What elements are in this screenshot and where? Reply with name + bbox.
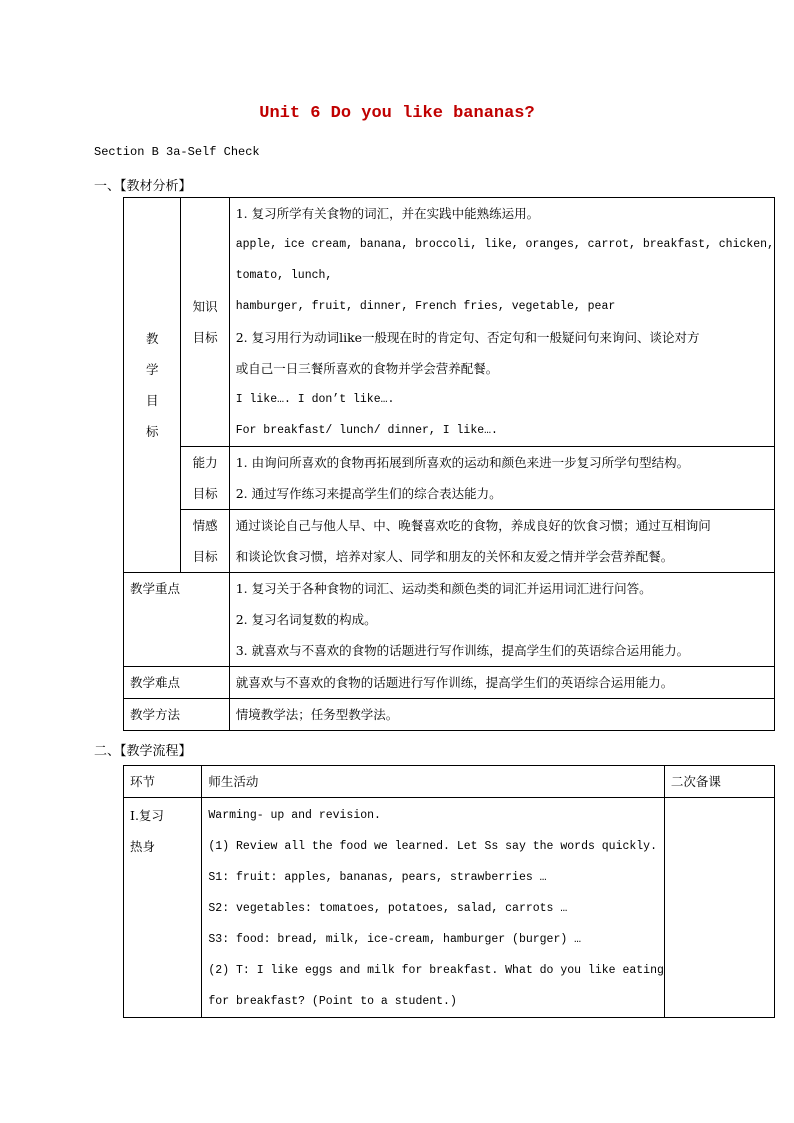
- key-point-line: 3. 就喜欢与不喜欢的食物的话题进行写作训练，提高学生们的英语综合运用能力。: [235, 643, 690, 658]
- key-point-line: 2. 复习名词复数的构成。: [235, 612, 377, 627]
- knowledge-line: hamburger, fruit, dinner, French fries, vegetable, pear: [235, 300, 616, 313]
- key-point-line: 1. 复习关于各种食物的词汇、运动类和颜色类的词汇并运用词汇进行问答。: [235, 581, 652, 596]
- analysis-table: [123, 197, 775, 731]
- flow-header-stage: [124, 766, 202, 798]
- section-heading-flow: 二、【教学流程】: [94, 744, 192, 759]
- difficulties-text: 就喜欢与不喜欢的食物的话题进行写作训练，提高学生们的英语综合运用能力。: [235, 675, 674, 690]
- ability-line: 1. 由询问所喜欢的食物再拓展到所喜欢的运动和颜色来进一步复习所学句型结构。: [235, 455, 690, 470]
- activity-line: S2: vegetables: tomatoes, potatoes, salad, carrots …: [208, 902, 568, 915]
- knowledge-line: 2. 复习用行为动词like一般现在时的肯定句、否定句和一般疑问句来询问、谈论对方: [235, 330, 700, 345]
- key-points-label: 教学重点: [130, 581, 181, 596]
- teaching-goals-label: [124, 198, 181, 573]
- header-notes-text: 二次备课: [670, 774, 721, 789]
- flow-stage-cell: [124, 798, 202, 1018]
- knowledge-line: 或自己一日三餐所喜欢的食物并学会营养配餐。: [235, 361, 499, 376]
- section-subtitle: Section B 3a-Self Check: [94, 145, 260, 159]
- methods-text: 情境教学法；任务型教学法。: [235, 707, 399, 722]
- flow-table: [123, 765, 775, 1018]
- emotion-line: 和谈论饮食习惯，培养对家人、同学和朋友的关怀和友爱之情并学会营养配餐。: [235, 549, 674, 564]
- activity-line: S1: fruit: apples, bananas, pears, strawberries …: [208, 871, 547, 884]
- goal-label-char: 学: [145, 362, 159, 377]
- notes-text: [665, 798, 774, 829]
- emotion-line: 通过谈论自己与他人早、中、晚餐喜欢吃的食物，养成良好的饮食习惯；通过互相询问: [235, 518, 711, 533]
- activity-line: (2) T: I like eggs and milk for breakfast. What do you like eating: [208, 964, 664, 977]
- ability-label-line: 目标: [192, 486, 218, 501]
- key-points-content: [229, 573, 774, 667]
- key-points-label-cell: [124, 573, 230, 667]
- ability-label-line: 能力: [192, 455, 218, 470]
- activity-line: S3: food: bread, milk, ice-cream, hamburger (burger) …: [208, 933, 582, 946]
- stage-line: 热身: [130, 839, 156, 854]
- methods-content: [229, 699, 774, 731]
- flow-notes-cell: [664, 798, 774, 1018]
- knowledge-line: I like…. I don’t like….: [235, 393, 395, 406]
- knowledge-line: For breakfast/ lunch/ dinner, I like….: [235, 424, 498, 437]
- flow-header-notes: [664, 766, 774, 798]
- goal-label-char: 标: [145, 424, 159, 439]
- header-stage-text: 环节: [130, 774, 156, 789]
- goal-label-char: 目: [145, 393, 159, 408]
- emotion-goal-content: [229, 510, 774, 573]
- activity-line: Warming- up and revision.: [208, 809, 381, 822]
- knowledge-line: 1. 复习所学有关食物的词汇，并在实践中能熟练运用。: [235, 206, 540, 221]
- header-activity-text: 师生活动: [208, 774, 259, 789]
- difficulties-content: [229, 667, 774, 699]
- flow-header-activity: [202, 766, 664, 798]
- knowledge-label-line: 目标: [192, 330, 218, 345]
- stage-line: I.复习: [130, 808, 164, 823]
- difficulties-label: 教学难点: [130, 675, 181, 690]
- ability-goal-label: [181, 447, 229, 510]
- document-title: Unit 6 Do you like bananas?: [259, 104, 535, 123]
- methods-label-cell: [124, 699, 230, 731]
- section-heading-analysis: 一、【教材分析】: [94, 179, 192, 194]
- knowledge-goal-content: [229, 198, 774, 447]
- methods-label: 教学方法: [130, 707, 181, 722]
- knowledge-goal-label: [181, 198, 229, 447]
- activity-line: (1) Review all the food we learned. Let Ss say the words quickly.: [208, 840, 657, 853]
- goal-label-char: 教: [145, 331, 159, 346]
- ability-line: 2. 通过写作练习来提高学生们的综合表达能力。: [235, 486, 502, 501]
- flow-activity-cell: [202, 798, 664, 1018]
- knowledge-line: apple, ice cream, banana, broccoli, like, oranges, carrot, breakfast, chicken,: [235, 238, 774, 251]
- emotion-goal-label: [181, 510, 229, 573]
- knowledge-line: tomato, lunch,: [235, 269, 333, 282]
- emotion-label-line: 目标: [192, 549, 218, 564]
- difficulties-label-cell: [124, 667, 230, 699]
- ability-goal-content: [229, 447, 774, 510]
- emotion-label-line: 情感: [192, 518, 218, 533]
- activity-line: for breakfast? (Point to a student.): [208, 995, 457, 1008]
- knowledge-label-line: 知识: [192, 299, 218, 314]
